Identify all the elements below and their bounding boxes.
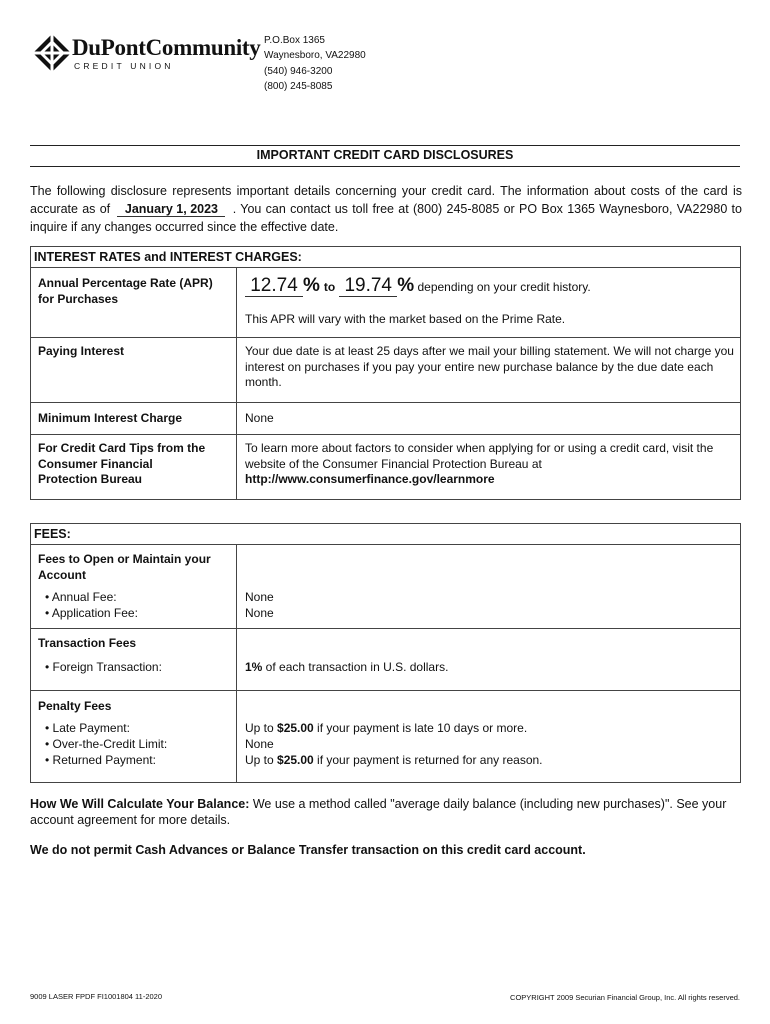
logo-subtitle: CREDIT UNION: [74, 61, 174, 71]
effective-date-field[interactable]: January 1, 2023: [117, 203, 225, 217]
address-phone-local: (540) 946-3200: [264, 65, 333, 77]
returned-payment-label: • Returned Payment:: [45, 753, 156, 767]
percent-sign: %: [303, 275, 320, 296]
penalty-fees-label: Penalty Fees: [38, 699, 112, 713]
paying-interest-row: [31, 338, 740, 403]
intro-text-end: . You can contact us toll free at (800) 245-8085 or PO Box 1365 Waynesboro, VA22980 to inquire if any changes occurred since the effective date.: [30, 202, 742, 234]
no-cash-advance-notice: We do not permit Cash Advances or Balance Transfer transaction on this credit card account.: [30, 843, 586, 857]
minimum-charge-label: Minimum Interest Charge: [38, 411, 183, 425]
fees-table: [30, 523, 741, 783]
penalty-fees-row: [31, 691, 740, 783]
diamond-logo-icon: [32, 33, 72, 73]
address-po-box: P.O.Box 1365: [264, 35, 325, 46]
foreign-transaction-value: 1% of each transaction in U.S. dollars.: [245, 660, 449, 674]
annual-fee-label: • Annual Fee:: [45, 590, 117, 604]
intro-text-start: The following disclosure represents important details concerning your credit card. The information about costs of the card is accurate as of: [30, 184, 742, 216]
foreign-transaction-label: • Foreign Transaction:: [45, 660, 162, 674]
balance-calculation-text: We use a method called "average daily balance (including new purchases)". See your account agreement for more details.: [30, 797, 727, 827]
apr-row: [31, 268, 740, 338]
apr-to: to: [323, 280, 336, 294]
annual-fee-value: None: [245, 590, 274, 604]
apr-low-field[interactable]: 12.74: [245, 276, 303, 297]
mailing-address: [264, 33, 366, 94]
apr-note: This APR will vary with the market based on the Prime Rate.: [245, 312, 566, 326]
paying-interest-text: Your due date is at least 25 days after we mail your billing statement. We will not charge you interest on purchases if you pay your entire new purchase balance by the due date each month.: [245, 344, 734, 389]
address-city: Waynesboro, VA22980: [264, 50, 366, 62]
transaction-fees-label: Transaction Fees: [38, 636, 137, 650]
copyright: COPYRIGHT 2009 Securian Financial Group, Inc. All rights reserved.: [510, 993, 740, 1002]
open-fees-label: Fees to Open or Maintain your Account: [38, 552, 211, 582]
minimum-charge-row: [31, 403, 740, 435]
page-title: IMPORTANT CREDIT CARD DISCLOSURES: [256, 148, 514, 162]
balance-calculation-note: [30, 796, 742, 828]
title-top-rule: [30, 145, 740, 146]
credit-union-logo: [32, 33, 261, 75]
application-fee-value: None: [245, 606, 274, 620]
interest-rates-table: [30, 246, 741, 500]
late-payment-label: • Late Payment:: [45, 721, 130, 735]
apr-suffix: depending on your credit history.: [417, 280, 591, 294]
logo-name: DuPontCommunity: [72, 35, 261, 60]
percent-sign: %: [397, 275, 415, 296]
balance-calculation-label: How We Will Calculate Your Balance:: [30, 797, 250, 811]
apr-high-field[interactable]: 19.74: [339, 276, 397, 297]
transaction-fees-row: [31, 629, 740, 691]
address-phone-tollfree: (800) 245-8085: [264, 80, 333, 92]
fees-heading: FEES:: [31, 524, 740, 545]
interest-rates-heading: INTEREST RATES and INTEREST CHARGES:: [31, 247, 740, 268]
over-limit-label: • Over-the-Credit Limit:: [45, 737, 168, 751]
cfpb-link[interactable]: http://www.consumerfinance.gov/learnmore: [245, 472, 495, 486]
cfpb-tips-text: To learn more about factors to consider when applying for or using a credit card, visit the website of the Consumer Financial Protection Bureau at http://www.consumerfinance.gov/learnmore: [245, 441, 737, 488]
over-limit-value: None: [245, 737, 274, 751]
apr-label: Annual Percentage Rate (APR) for Purchases: [38, 276, 213, 306]
intro-paragraph: [30, 182, 742, 236]
application-fee-label: • Application Fee:: [45, 606, 138, 620]
open-fees-row: [31, 545, 740, 629]
minimum-charge-value: None: [245, 411, 274, 425]
form-number: 9009 LASER FPDF FI1001804 11-2020: [30, 992, 163, 1001]
title-bottom-rule: [30, 166, 740, 167]
apr-range: [245, 276, 591, 297]
cfpb-tips-label: For Credit Card Tips from the Consumer Financial Protection Bureau: [38, 441, 206, 486]
paying-interest-label: Paying Interest: [38, 344, 125, 358]
cfpb-tips-row: [31, 435, 740, 499]
late-payment-value: Up to $25.00 if your payment is late 10 days or more.: [245, 721, 528, 735]
returned-payment-value: Up to $25.00 if your payment is returned for any reason.: [245, 753, 543, 767]
